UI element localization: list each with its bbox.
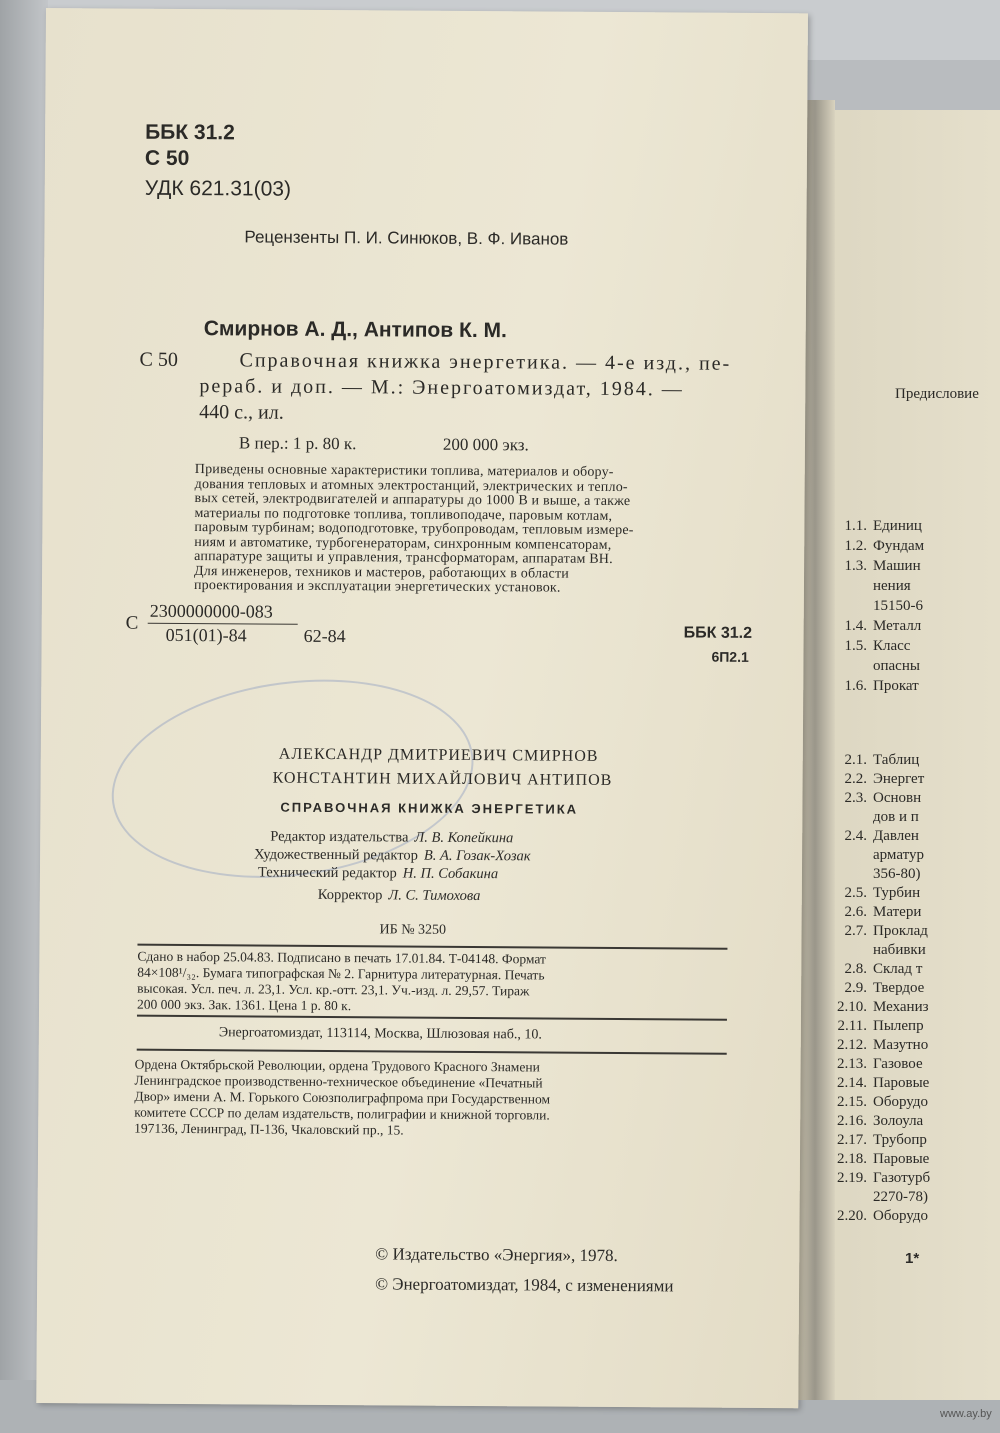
toc-title: Пылепр: [873, 1018, 924, 1034]
toc-title: Мазутно: [873, 1037, 929, 1053]
toc-number: 2.12.: [837, 1037, 867, 1053]
toc-number: 2.18.: [837, 1151, 867, 1167]
author2-full: КОНСТАНТИН МИХАЙЛОВИЧ АНТИПОВ: [272, 769, 613, 789]
printer-line: 197136, Ленинград, П-136, Чкаловский пр., 15.: [134, 1120, 404, 1138]
credit-name: Л. В. Копейкина: [414, 829, 514, 847]
reviewers: Рецензенты П. И. Синюков, В. Ф. Иванов: [244, 227, 569, 249]
watermark: www.ay.by: [940, 1408, 992, 1420]
right-page: [825, 110, 1000, 1420]
toc-number: 1.1.: [844, 518, 867, 534]
toc-title: 15150-6: [873, 598, 923, 614]
toc-number: 2.11.: [837, 1018, 867, 1034]
toc-entry[interactable]: [825, 658, 920, 675]
credit-row: [254, 845, 531, 865]
printer-info: [134, 1057, 550, 1140]
toc-title: дов и п: [873, 809, 919, 825]
author1-full: АЛЕКСАНДР ДМИТРИЕВИЧ СМИРНОВ: [278, 745, 599, 765]
toc-entry[interactable]: [825, 518, 922, 535]
toc-title: Металл: [873, 618, 922, 634]
toc-title: Золоула: [873, 1113, 924, 1129]
credit-role: Корректор: [317, 886, 383, 904]
toc-number: 1.3.: [844, 558, 867, 574]
toc-entry[interactable]: [825, 538, 924, 555]
toc-number: 2.2.: [844, 771, 867, 787]
bib-line-3: 440 с., ил.: [199, 401, 284, 424]
authors: Смирнов А. Д., Антипов К. М.: [203, 317, 507, 343]
toc-title: Основн: [873, 790, 922, 806]
toc-entry[interactable]: [825, 866, 921, 883]
toc-entry[interactable]: [825, 1189, 928, 1206]
toc-title: Энергет: [873, 771, 925, 787]
credit-role: Художественный редактор: [254, 846, 419, 864]
toc-title: Давлен: [873, 828, 919, 844]
toc-title: Трубопр: [873, 1132, 927, 1148]
toc-entry[interactable]: [825, 828, 919, 845]
annotation-line: Приведены основные характеристики топлива, материалов и обору-: [194, 462, 614, 480]
toc-title: Матери: [873, 904, 922, 920]
imprint-line: высокая. Усл. печ. л. 23,1. Усл. кр.-отт. 23,1. Уч.-изд. л. 29,57. Тираж: [137, 980, 530, 999]
toc-title: Паровые: [873, 1151, 930, 1167]
toc-entry[interactable]: [825, 790, 921, 807]
bib-line-1: Справочная книжка энергетика. — 4-е изд., пе-: [239, 349, 732, 375]
annotation-line: ниям и автоматике, турбогенераторам, синхронным компенсаторам,: [194, 534, 612, 553]
toc-number: 2.13.: [837, 1056, 867, 1072]
credit-row: [318, 886, 531, 905]
toc-number: 2.9.: [844, 980, 867, 996]
copyright-2: © Энергоатомиздат, 1984, с изменениями: [375, 1274, 674, 1296]
toc-entry[interactable]: [825, 1018, 924, 1035]
toc-number: 2.7.: [844, 923, 867, 939]
toc-number: 2.6.: [844, 904, 867, 920]
formula-prefix: С: [125, 612, 139, 634]
toc-entry[interactable]: [825, 1170, 930, 1187]
printer-line: комитете СССР по делам издательств, полиграфии и книжной торговли.: [134, 1104, 550, 1123]
annotation-line: паровым турбинам; водоподготовке, трубопроводам, тепловым измере-: [194, 520, 634, 539]
toc-entry[interactable]: [825, 1037, 928, 1054]
toc-title: нения: [873, 578, 911, 594]
catalog-code: С 50: [139, 348, 178, 371]
class-code: 6П2.1: [711, 648, 749, 665]
formula-suffix: 62-84: [303, 625, 346, 647]
toc-number: 2.15.: [837, 1094, 867, 1110]
credit-name: В. А. Гозак-Хозак: [423, 847, 531, 865]
annotation-line: аппаратуре защиты и управления, трансформаторам, аппаратам ВН.: [194, 549, 613, 567]
bbk-code: ББК 31.2: [145, 120, 235, 145]
toc-entry[interactable]: [825, 923, 928, 940]
toc-title: Фундам: [873, 538, 925, 554]
toc-number: 2.4.: [844, 828, 867, 844]
toc-title: Турбин: [873, 885, 921, 901]
printer-line: Ордена Октябрьской Революции, ордена Трудового Красного Знамени: [134, 1056, 540, 1075]
toc-title: Механиз: [873, 999, 929, 1015]
toc-entry[interactable]: [825, 1056, 923, 1073]
toc-entry[interactable]: [825, 1075, 929, 1092]
toc-entry[interactable]: [825, 961, 922, 978]
toc-title: Машин: [873, 558, 921, 574]
toc-title: арматур: [873, 847, 924, 863]
printer-line: Ленинградское производственно-техническое объединение «Печатный: [134, 1072, 543, 1091]
toc-title: Проклад: [873, 923, 928, 939]
toc-title: Единиц: [873, 518, 922, 534]
toc-number: 2.10.: [837, 999, 867, 1015]
imprint: [137, 949, 546, 1016]
credits: [254, 827, 531, 905]
toc-entry[interactable]: [825, 980, 924, 997]
toc-entry[interactable]: [825, 638, 910, 655]
rule-2: [137, 1015, 727, 1021]
toc-entry[interactable]: [825, 598, 923, 615]
annotation-line: Для инженеров, техников и мастеров, работающих в области: [194, 563, 570, 582]
toc-entry[interactable]: [825, 1208, 928, 1225]
toc-title: опасны: [873, 658, 920, 674]
rule-3: [137, 1049, 727, 1055]
toc-entry[interactable]: [825, 885, 920, 902]
toc-number: 1.6.: [844, 678, 867, 694]
annotation-line: дования тепловых и атомных электростанций, электрических и тепло-: [194, 476, 628, 495]
annotation-line: материалы по подготовке топлива, топливоподаче, паровым котлам,: [194, 505, 613, 524]
imprint-line: 84×108¹/₃₂. Бумага типографская № 2. Гарнитура литературная. Печать: [137, 964, 545, 983]
toc-entry[interactable]: [825, 1151, 929, 1168]
toc-title: 356-80): [873, 866, 921, 882]
toc-number: 2.16.: [837, 1113, 867, 1129]
toc-entry[interactable]: [825, 847, 924, 864]
credit-role: Редактор издательства: [270, 828, 409, 846]
credit-row: [270, 828, 531, 848]
toc-title: Склад т: [873, 961, 923, 977]
toc-entry[interactable]: [825, 618, 921, 635]
toc-title: Оборудо: [873, 1208, 928, 1224]
toc-entry[interactable]: [825, 999, 929, 1016]
toc-number: 2.20.: [837, 1208, 867, 1224]
annotation: [194, 463, 634, 597]
bbk-bottom: ББК 31.2: [683, 624, 753, 642]
credit-name: Н. П. Собакина: [402, 865, 499, 883]
printer-line: Двор» имени А. М. Горького Союзполиграфпрома при Государственном: [134, 1088, 551, 1107]
toc-title: Паровые: [873, 1075, 930, 1091]
toc-entry[interactable]: [825, 1094, 928, 1111]
toc-title: Прокат: [873, 678, 919, 694]
toc-title: 2270-78): [873, 1189, 928, 1205]
toc-number: 2.1.: [844, 752, 867, 768]
left-page: [36, 8, 808, 1408]
toc-title: набивки: [873, 942, 926, 958]
toc-entry[interactable]: [825, 752, 919, 769]
toc-number: 1.2.: [844, 538, 867, 554]
toc-entry[interactable]: [825, 558, 921, 575]
toc-entry[interactable]: [825, 809, 919, 826]
publisher-address: Энергоатомиздат, 113114, Москва, Шлюзовая наб., 10.: [218, 1025, 542, 1043]
toc-entry[interactable]: [825, 942, 926, 959]
bib-line-2: рераб. и доп. — М.: Энергоатомиздат, 1984. —: [199, 375, 684, 401]
formula-denominator: 051(01)-84: [165, 624, 247, 646]
credit-name: Л. С. Тимохова: [388, 887, 481, 905]
toc-entry[interactable]: [825, 771, 924, 788]
toc-number: 2.5.: [844, 885, 867, 901]
toc-title: Газовое: [873, 1056, 923, 1072]
formula-numerator: 2300000000-083: [149, 600, 273, 622]
toc-number: 2.8.: [844, 961, 867, 977]
toc-number: 1.4.: [844, 618, 867, 634]
toc-header: Предисловие: [895, 386, 979, 402]
toc-entry[interactable]: [825, 678, 919, 695]
index-code: С 50: [144, 146, 190, 171]
udk-code: УДК 621.31(03): [144, 176, 292, 201]
imprint-line: Сдано в набор 25.04.83. Подписано в печать 17.01.84. Т-04148. Формат: [137, 948, 546, 967]
toc-entry[interactable]: [825, 578, 911, 595]
imprint-line: 200 000 экз. Зак. 1361. Цена 1 р. 80 к.: [136, 996, 352, 1014]
annotation-line: вых сетей, электродвигателей и аппаратуры до 1000 В и выше, а также: [194, 491, 631, 510]
toc-number: 2.19.: [837, 1170, 867, 1186]
toc-title: Газотурб: [873, 1170, 931, 1186]
toc-entry[interactable]: [825, 1113, 923, 1130]
toc-number: 1.5.: [844, 638, 867, 654]
credit-row: [258, 864, 531, 884]
toc-number: 2.17.: [837, 1132, 867, 1148]
toc-number: 2.3.: [844, 790, 867, 806]
toc-title: Твердое: [873, 980, 925, 996]
credit-role: Технический редактор: [257, 864, 397, 882]
print-run: 200 000 экз.: [442, 434, 529, 455]
toc-title: Класс: [873, 638, 911, 654]
toc-entry[interactable]: [825, 1132, 927, 1149]
copyright-1: © Издательство «Энергия», 1978.: [375, 1244, 618, 1266]
annotation-line: проектирования и эксплуатации энергетических установок.: [193, 578, 561, 596]
toc-title: Оборудо: [873, 1094, 928, 1110]
toc-entry[interactable]: [825, 904, 921, 921]
toc-title: Таблиц: [873, 752, 920, 768]
price: В пер.: 1 р. 80 к.: [238, 433, 357, 454]
toc-number: 2.14.: [837, 1075, 867, 1091]
ib-number: ИБ № 3250: [379, 922, 447, 938]
signature-mark: 1*: [905, 1250, 920, 1267]
title-caps: СПРАВОЧНАЯ КНИЖКА ЭНЕРГЕТИКА: [280, 799, 579, 817]
